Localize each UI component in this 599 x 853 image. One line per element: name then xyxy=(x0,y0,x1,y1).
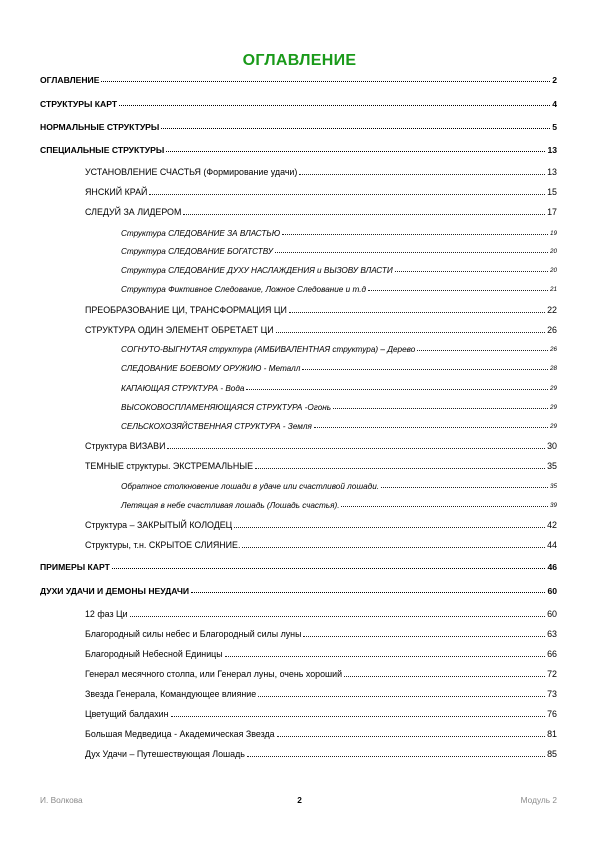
dot-leader xyxy=(225,656,546,657)
toc-entry-page: 66 xyxy=(547,649,557,659)
toc-entry-page: 35 xyxy=(547,461,557,471)
toc-entry-page: 26 xyxy=(547,325,557,335)
toc-entry[interactable] xyxy=(121,422,557,431)
toc-entry[interactable] xyxy=(40,100,557,109)
footer-page-number: 2 xyxy=(297,795,302,805)
toc-entry-page: 35 xyxy=(549,483,557,491)
toc-entry-title: Структура СЛЕДОВАНИЕ ЗА ВЛАСТЬЮ xyxy=(121,229,281,238)
toc-entry-title: КАПАЮЩАЯ СТРУКТУРА - Вода xyxy=(121,384,245,393)
toc-entry-page: 39 xyxy=(549,502,557,510)
toc-entry[interactable] xyxy=(85,730,557,740)
toc-entry-page: 60 xyxy=(547,609,557,619)
dot-leader xyxy=(368,290,548,291)
dot-leader xyxy=(289,312,545,313)
toc-entry[interactable] xyxy=(40,146,557,155)
toc-entry[interactable] xyxy=(121,285,557,294)
toc-entry-title: НОРМАЛЬНЫЕ СТРУКТУРЫ xyxy=(40,122,160,132)
dot-leader xyxy=(101,81,550,82)
toc-entry[interactable] xyxy=(40,587,557,596)
toc-entry-page: 63 xyxy=(547,629,557,639)
dot-leader xyxy=(395,271,548,272)
toc-entry-page: 20 xyxy=(549,267,557,275)
toc-entry-title: СТРУКТУРЫ КАРТ xyxy=(40,99,118,109)
toc-entry[interactable] xyxy=(40,123,557,132)
toc-entry[interactable] xyxy=(85,541,557,551)
dot-leader xyxy=(161,128,550,129)
toc-entry-page: 2 xyxy=(552,75,557,85)
toc-entry[interactable] xyxy=(121,229,557,238)
dot-leader xyxy=(171,716,546,717)
dot-leader xyxy=(314,427,548,428)
toc-entry-title: Большая Медведица - Академическая Звезда xyxy=(85,729,275,739)
toc-entry-page: 5 xyxy=(552,122,557,132)
toc-entry-title: Структура – ЗАКРЫТЫЙ КОЛОДЕЦ xyxy=(85,520,233,530)
toc-entry-page: 44 xyxy=(547,540,557,550)
dot-leader xyxy=(234,527,545,528)
toc-entry-title: ТЕМНЫЕ структуры. ЭКСТРЕМАЛЬНЫЕ xyxy=(85,461,254,471)
toc-entry-title: СПЕЦИАЛЬНЫЕ СТРУКТУРЫ xyxy=(40,145,165,155)
dot-leader xyxy=(276,332,546,333)
toc-entry-title: СЛЕДОВАНИЕ БОЕВОМУ ОРУЖИЮ - Металл xyxy=(121,364,301,373)
dot-leader xyxy=(166,151,545,152)
dot-leader xyxy=(275,252,548,253)
dot-leader xyxy=(258,696,545,697)
toc-entry-title: Генерал месячного столпа, или Генерал луны, очень хороший xyxy=(85,669,343,679)
toc-entry[interactable] xyxy=(121,403,557,412)
toc-entry-page: 29 xyxy=(549,385,557,393)
dot-leader xyxy=(417,350,548,351)
toc-entry[interactable] xyxy=(85,670,557,680)
footer-module: Модуль 2 xyxy=(520,795,557,805)
toc-entry-page: 30 xyxy=(547,441,557,451)
dot-leader xyxy=(183,214,545,215)
toc-entry-page: 73 xyxy=(547,689,557,699)
toc-entry-title: Цветущий балдахин xyxy=(85,709,169,719)
toc-entry-title: Структура СЛЕДОВАНИЕ БОГАТСТВУ xyxy=(121,247,273,256)
toc-entry[interactable] xyxy=(85,650,557,660)
toc-entry-title: ПРИМЕРЫ КАРТ xyxy=(40,562,110,572)
dot-leader xyxy=(246,389,548,390)
toc-entry-page: 85 xyxy=(547,749,557,759)
toc-entry[interactable] xyxy=(121,501,557,510)
toc-entry-title: СТРУКТУРА ОДИН ЭЛЕМЕНТ ОБРЕТАЕТ ЦИ xyxy=(85,325,274,335)
toc-entry[interactable] xyxy=(121,482,557,491)
toc-entry[interactable] xyxy=(85,442,557,452)
toc-entry-title: СЛЕДУЙ ЗА ЛИДЕРОМ xyxy=(85,207,182,217)
toc-entry-title: ЯНСКИЙ КРАЙ xyxy=(85,187,148,197)
toc-entry-page: 20 xyxy=(549,248,557,256)
toc-entry-page: 17 xyxy=(547,207,557,217)
toc-entry-title: ОГЛАВЛЕНИЕ xyxy=(40,75,100,85)
toc-entry-title: ПРЕОБРАЗОВАНИЕ ЦИ, ТРАНСФОРМАЦИЯ ЦИ xyxy=(85,305,287,315)
toc-entry-title: Структура СЛЕДОВАНИЕ ДУХУ НАСЛАЖДЕНИЯ и ВЫЗОВУ ВЛАСТИ xyxy=(121,266,393,275)
toc-entry-title: ВЫСОКОВОСПЛАМЕНЯЮЩАЯСЯ СТРУКТУРА -Огонь xyxy=(121,403,332,412)
toc-entry-page: 46 xyxy=(547,562,557,572)
dot-leader xyxy=(167,448,545,449)
toc-entry-title: Благородный силы небес и Благородный силы луны xyxy=(85,629,302,639)
dot-leader xyxy=(344,676,545,677)
toc-entry-page: 13 xyxy=(547,145,557,155)
toc-entry[interactable] xyxy=(85,710,557,720)
toc-entry-title: Структуры, т.н. СКРЫТОЕ СЛИЯНИЕ. xyxy=(85,540,241,550)
footer-author: И. Волкова xyxy=(40,795,83,805)
toc-entry[interactable] xyxy=(85,630,557,640)
toc-entry-title: Летящая в небе счастливая лошадь (Лошадь счастья). xyxy=(121,501,340,510)
toc-entry[interactable] xyxy=(85,462,557,472)
toc-entry-title: Звезда Генерала, Командующее влияние xyxy=(85,689,257,699)
toc-entry[interactable] xyxy=(121,266,557,275)
toc-entry[interactable] xyxy=(85,521,557,531)
toc-entry[interactable] xyxy=(85,610,557,620)
toc-entry[interactable] xyxy=(121,247,557,256)
toc-entry-page: 81 xyxy=(547,729,557,739)
page-title: ОГЛАВЛЕНИЕ xyxy=(242,52,357,69)
toc-entry-page: 15 xyxy=(547,187,557,197)
toc-entry-title: СЕЛЬСКОХОЗЯЙСТВЕННАЯ СТРУКТУРА - Земля xyxy=(121,422,312,431)
dot-leader xyxy=(191,592,545,593)
toc-entry-title: Дух Удачи – Путешествующая Лошадь xyxy=(85,749,245,759)
toc-entry-page: 60 xyxy=(547,586,557,596)
toc-entry-page: 13 xyxy=(547,167,557,177)
toc-entry[interactable] xyxy=(121,345,557,354)
toc-entry[interactable] xyxy=(85,750,557,760)
dot-leader xyxy=(299,174,545,175)
toc-entry[interactable] xyxy=(40,76,557,85)
dot-leader xyxy=(112,568,546,569)
dot-leader xyxy=(303,636,545,637)
toc-entry[interactable] xyxy=(85,306,557,316)
toc-entry[interactable] xyxy=(85,208,557,218)
dot-leader xyxy=(242,547,545,548)
dot-leader xyxy=(255,468,545,469)
toc-entry-page: 72 xyxy=(547,669,557,679)
dot-leader xyxy=(381,487,548,488)
dot-leader xyxy=(149,194,545,195)
toc-entry-page: 76 xyxy=(547,709,557,719)
dot-leader xyxy=(282,234,548,235)
toc-entry-title: ДУХИ УДАЧИ И ДЕМОНЫ НЕУДАЧИ xyxy=(40,586,190,596)
toc-entry-page: 21 xyxy=(549,286,557,294)
toc-entry-page: 19 xyxy=(549,230,557,238)
toc-entry[interactable] xyxy=(85,168,557,178)
toc-entry[interactable] xyxy=(121,364,557,373)
dot-leader xyxy=(302,369,548,370)
toc-entry-page: 29 xyxy=(549,423,557,431)
toc-entry[interactable] xyxy=(85,188,557,198)
dot-leader xyxy=(277,736,546,737)
toc-entry-title: Благородный Небесной Единицы xyxy=(85,649,223,659)
toc-entry[interactable] xyxy=(85,326,557,336)
toc-entry-page: 4 xyxy=(552,99,557,109)
toc-entry-page: 26 xyxy=(549,346,557,354)
toc-entry[interactable] xyxy=(40,563,557,572)
toc-entry-title: Структура Фиктивное Следование, Ложное Следование и т.д xyxy=(121,285,366,294)
dot-leader xyxy=(333,408,548,409)
toc-entry-title: СОГНУТО-ВЫГНУТАЯ структура (АМБИВАЛЕНТНАЯ структура) – Дерево xyxy=(121,345,416,354)
toc-entry[interactable] xyxy=(85,690,557,700)
dot-leader xyxy=(247,756,545,757)
toc-entry-page: 22 xyxy=(547,305,557,315)
toc-entry-page: 28 xyxy=(549,365,557,373)
toc-entry-title: УСТАНОВЛЕНИЕ СЧАСТЬЯ (Формирование удачи) xyxy=(85,167,298,177)
toc-entry[interactable] xyxy=(121,384,557,393)
toc-entry-page: 42 xyxy=(547,520,557,530)
toc-entry-title: 12 фаз Ци xyxy=(85,609,128,619)
dot-leader xyxy=(130,616,546,617)
dot-leader xyxy=(341,506,548,507)
toc-entry-title: Структура ВИЗАВИ xyxy=(85,441,166,451)
dot-leader xyxy=(119,105,550,106)
toc-entry-page: 29 xyxy=(549,404,557,412)
toc-entry-title: Обратное столкновение лошади в удаче или счастливой лошади. xyxy=(121,482,380,491)
